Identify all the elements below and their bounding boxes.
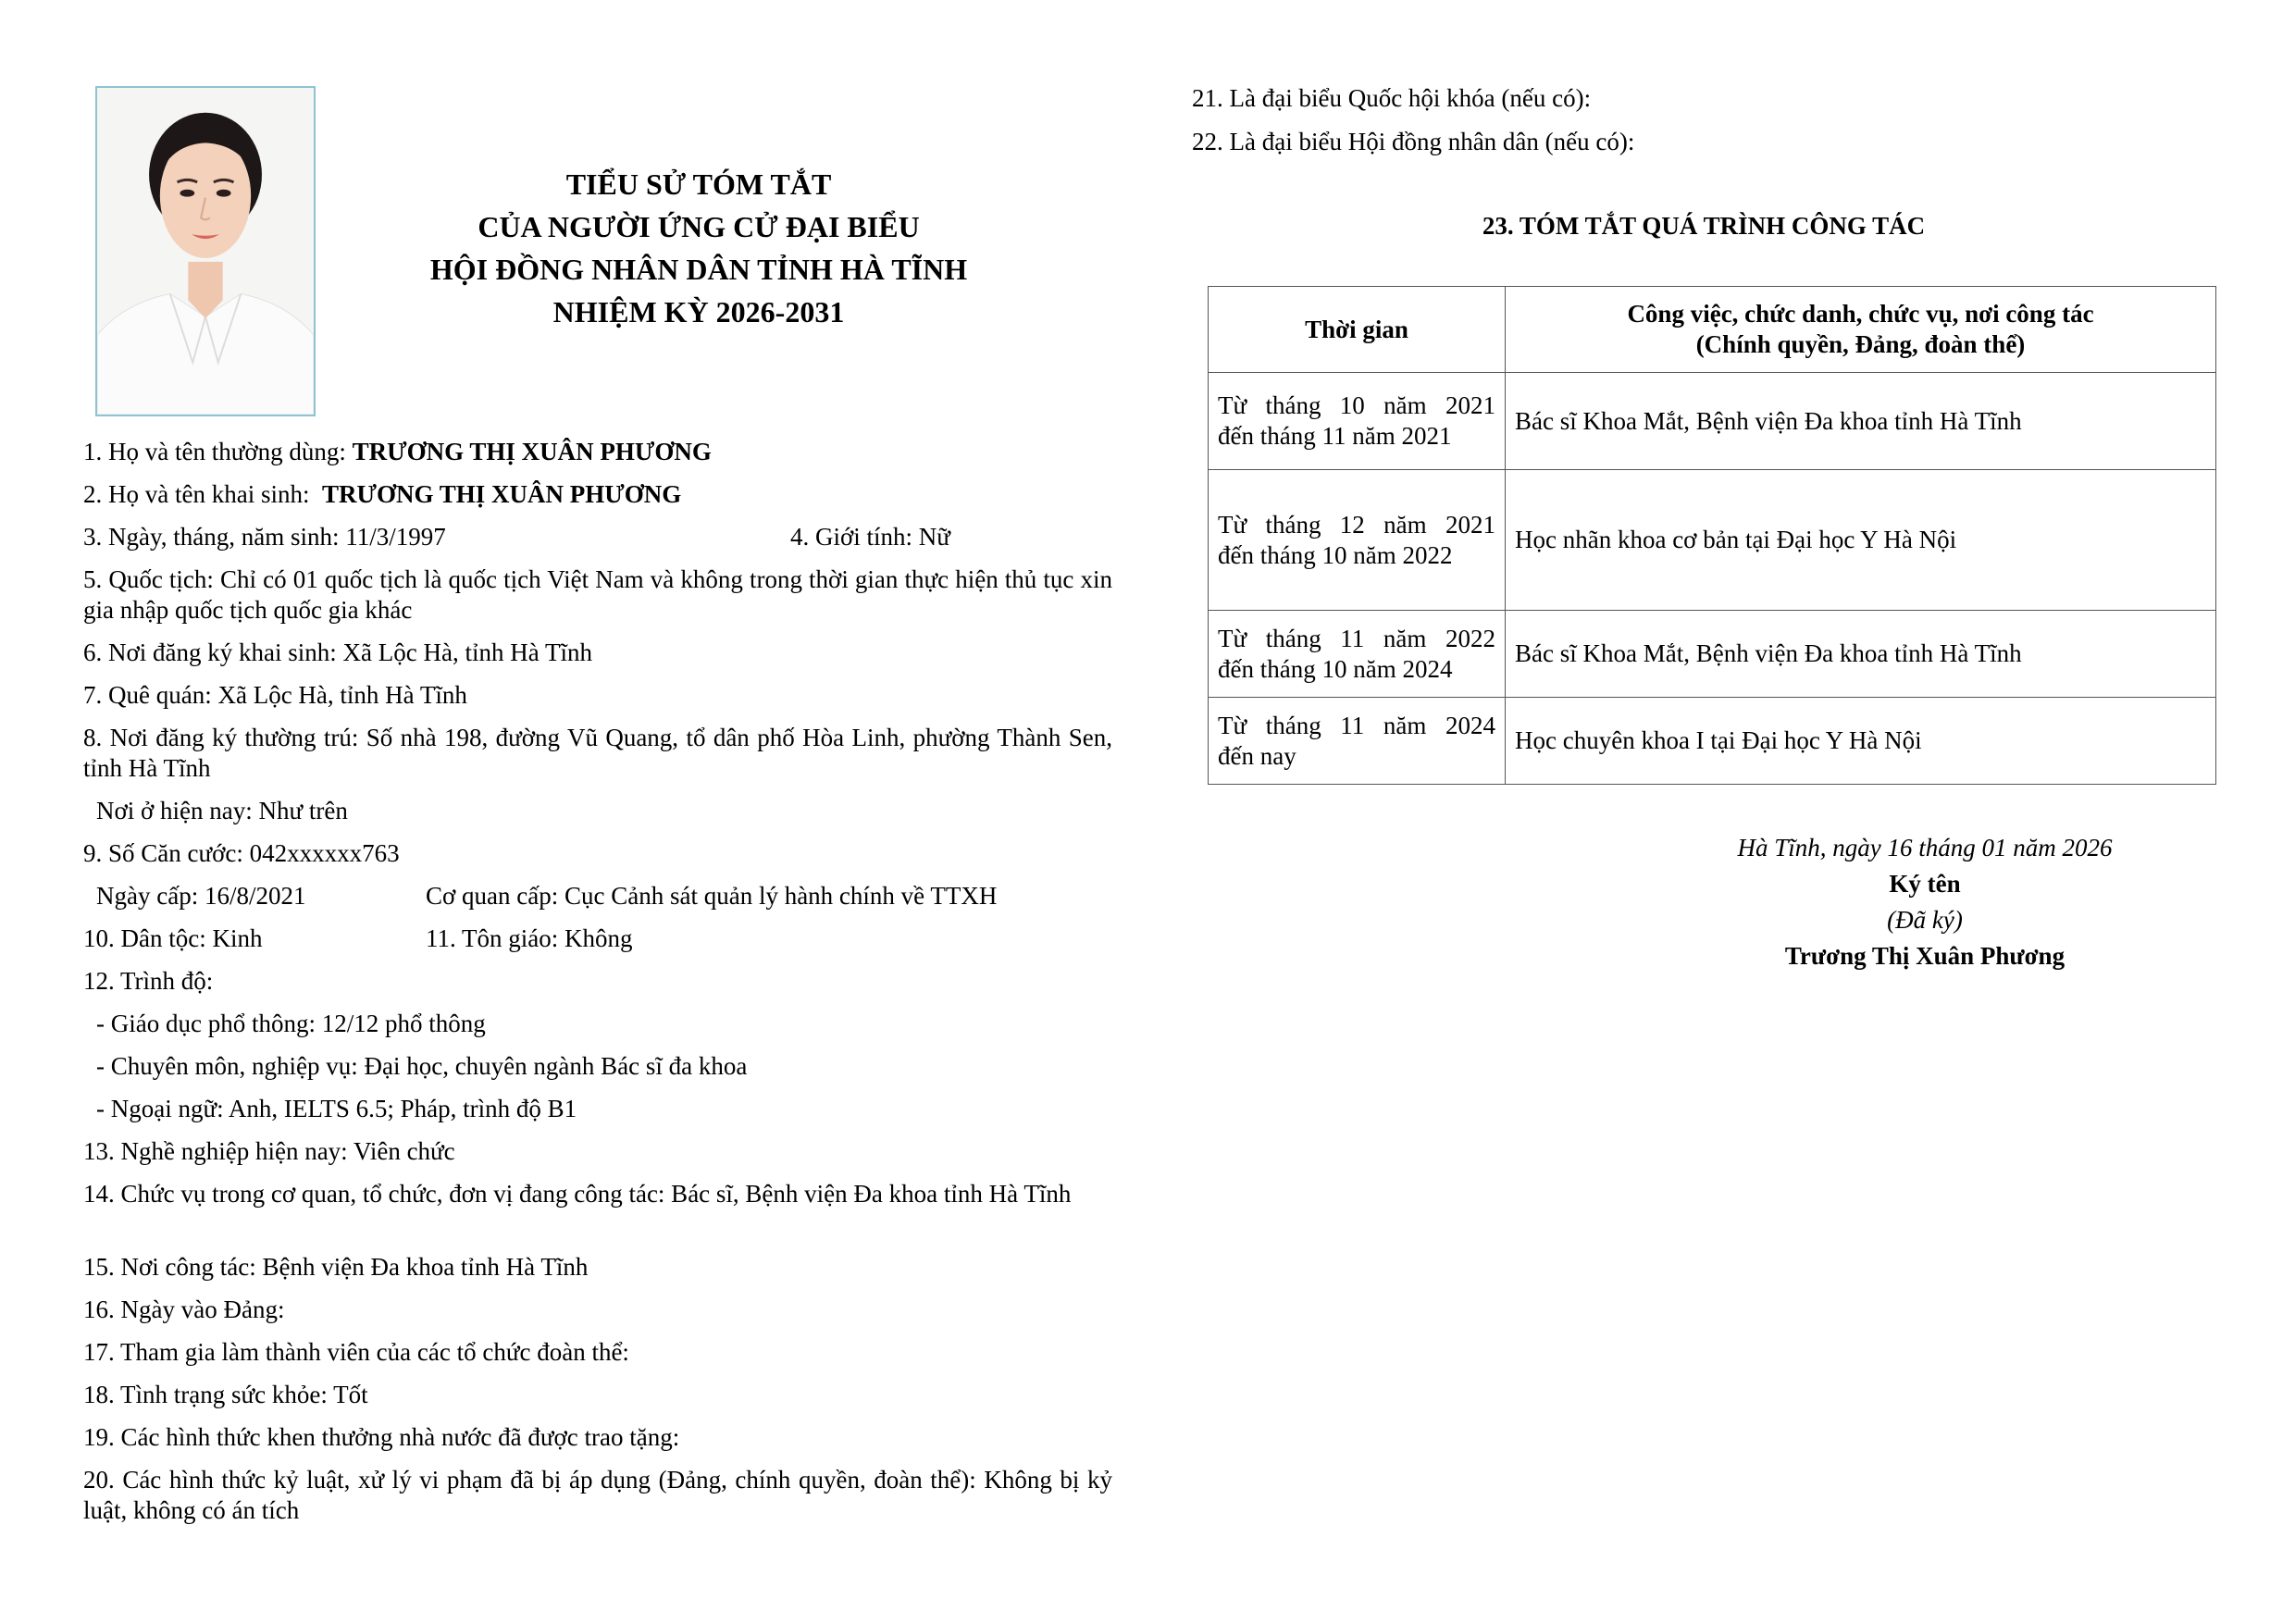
field-religion: 11. Tôn giáo: Không: [426, 924, 633, 952]
portrait-photo: [95, 86, 316, 416]
time-cell: [1209, 373, 1506, 470]
column-header-job: [1506, 287, 2216, 373]
work-history-table: [1208, 286, 2216, 785]
signature-label: Ký tên: [1889, 870, 1961, 898]
field-gender: 4. Giới tính: Nữ: [790, 523, 950, 551]
field-hometown: 7. Quê quán: Xã Lộc Hà, tỉnh Hà Tĩnh: [83, 681, 467, 709]
time-from: Từ tháng 11 năm 2024: [1218, 711, 1495, 739]
table-row: [1209, 470, 2216, 611]
table-row: [1209, 373, 2216, 470]
time-from: Từ tháng 12 năm 2021: [1218, 510, 1495, 539]
field-ethnicity: 10. Dân tộc: Kinh: [83, 924, 263, 952]
field-current-address: Nơi ở hiện nay: Như trên: [96, 797, 348, 824]
title-line: TIỂU SỬ TÓM TẮT: [565, 167, 832, 201]
field-languages: - Ngoại ngữ: Anh, IELTS 6.5; Pháp, trình độ B1: [96, 1095, 577, 1122]
signature-place-date: Hà Tĩnh, ngày 16 tháng 01 năm 2026: [1737, 834, 2113, 862]
field-national-assembly: 21. Là đại biểu Quốc hội khóa (nếu có):: [1192, 84, 1592, 112]
field-position: 14. Chức vụ trong cơ quan, tổ chức, đơn vị đang công tác: Bác sĩ, Bệnh viện Đa khoa tỉnh Hà Tĩnh: [83, 1180, 1072, 1208]
time-cell: [1209, 470, 1506, 611]
time-to: đến tháng 10 năm 2024: [1218, 654, 1453, 683]
job-cell: Học nhãn khoa cơ bản tại Đại học Y Hà Nội: [1506, 470, 2216, 611]
title-line: CỦA NGƯỜI ỨNG CỬ ĐẠI BIỂU: [478, 210, 920, 243]
job-cell: Bác sĩ Khoa Mắt, Bệnh viện Đa khoa tỉnh Hà Tĩnh: [1506, 373, 2216, 470]
time-to: đến tháng 10 năm 2022: [1218, 540, 1453, 569]
field-organizations: 17. Tham gia làm thành viên của các tổ chức đoàn thể:: [83, 1338, 629, 1366]
field-people-council: 22. Là đại biểu Hội đồng nhân dân (nếu có):: [1192, 128, 1635, 155]
field-common-name: [83, 437, 1112, 467]
field-label: 1. Họ và tên thường dùng:: [83, 438, 353, 465]
title-line: HỘI ĐỒNG NHÂN DÂN TỈNH HÀ TĨNH: [429, 253, 968, 286]
field-id-number: 9. Số Căn cước: 042xxxxxx763: [83, 839, 400, 867]
signature-block: [1666, 830, 2184, 974]
column-header-time: Thời gian: [1209, 287, 1506, 373]
field-permanent-address: 8. Nơi đăng ký thường trú: Số nhà 198, đường Vũ Quang, tổ dân phố Hòa Linh, phường Thành Sen, tỉnh Hà Tĩnh: [83, 724, 1112, 782]
field-value: TRƯƠNG THỊ XUÂN PHƯƠNG: [321, 480, 682, 508]
work-history-title: 23. TÓM TẮT QUÁ TRÌNH CÔNG TÁC: [1482, 212, 1926, 240]
field-specialization: - Chuyên môn, nghiệp vụ: Đại học, chuyên ngành Bác sĩ đa khoa: [96, 1052, 748, 1080]
field-value: TRƯƠNG THỊ XUÂN PHƯƠNG: [352, 438, 712, 465]
field-education: 12. Trình độ:: [83, 967, 214, 995]
time-from: Từ tháng 11 năm 2022: [1218, 624, 1495, 652]
field-birth-registration: 6. Nơi đăng ký khai sinh: Xã Lộc Hà, tỉnh Hà Tĩnh: [83, 638, 592, 666]
column-header-job-line: (Chính quyền, Đảng, đoàn thể): [1695, 330, 2026, 358]
signature-status: (Đã ký): [1887, 906, 1963, 934]
field-discipline: 20. Các hình thức kỷ luật, xử lý vi phạm đã bị áp dụng (Đảng, chính quyền, đoàn thể): Không bị kỷ luật, không có án tích: [83, 1466, 1112, 1524]
time-to: đến tháng 11 năm 2021: [1218, 422, 1452, 450]
job-cell: Bác sĩ Khoa Mắt, Bệnh viện Đa khoa tỉnh Hà Tĩnh: [1506, 611, 2216, 698]
field-occupation: 13. Nghề nghiệp hiện nay: Viên chức: [83, 1137, 455, 1165]
field-party-date: 16. Ngày vào Đảng:: [83, 1295, 285, 1323]
field-issue-date: Ngày cấp: 16/8/2021: [96, 882, 306, 910]
field-birthdate: 3. Ngày, tháng, năm sinh: 11/3/1997: [83, 523, 446, 551]
field-nationality: 5. Quốc tịch: Chỉ có 01 quốc tịch là quốc tịch Việt Nam và không trong thời gian thực hiện thủ tục xin gia nhập quốc tịch quốc gia khác: [83, 565, 1112, 624]
field-general-education: - Giáo dục phổ thông: 12/12 phổ thông: [96, 1010, 486, 1037]
field-health: 18. Tình trạng sức khỏe: Tốt: [83, 1381, 368, 1408]
field-label: 2. Họ và tên khai sinh:: [83, 480, 322, 508]
table-row: [1209, 611, 2216, 698]
job-cell: Học chuyên khoa I tại Đại học Y Hà Nội: [1506, 698, 2216, 785]
time-to: đến nay: [1218, 741, 1296, 770]
field-awards: 19. Các hình thức khen thưởng nhà nước đã được trao tặng:: [83, 1423, 680, 1451]
time-cell: [1209, 611, 1506, 698]
title-line: NHIỆM KỲ 2026-2031: [552, 295, 845, 329]
column-header-job-line: Công việc, chức danh, chức vụ, nơi công tác: [1627, 300, 2094, 328]
field-issue-agency: Cơ quan cấp: Cục Cảnh sát quản lý hành chính về TTXH: [426, 882, 998, 910]
time-cell: [1209, 698, 1506, 785]
field-birth-name: [83, 479, 1112, 510]
table-row: [1209, 698, 2216, 785]
document-title: [333, 163, 1064, 333]
signer-name: Trương Thị Xuân Phương: [1784, 942, 2066, 970]
time-from: Từ tháng 10 năm 2021: [1218, 391, 1495, 419]
field-workplace: 15. Nơi công tác: Bệnh viện Đa khoa tỉnh Hà Tĩnh: [83, 1253, 589, 1281]
table-header-row: [1209, 287, 2216, 373]
